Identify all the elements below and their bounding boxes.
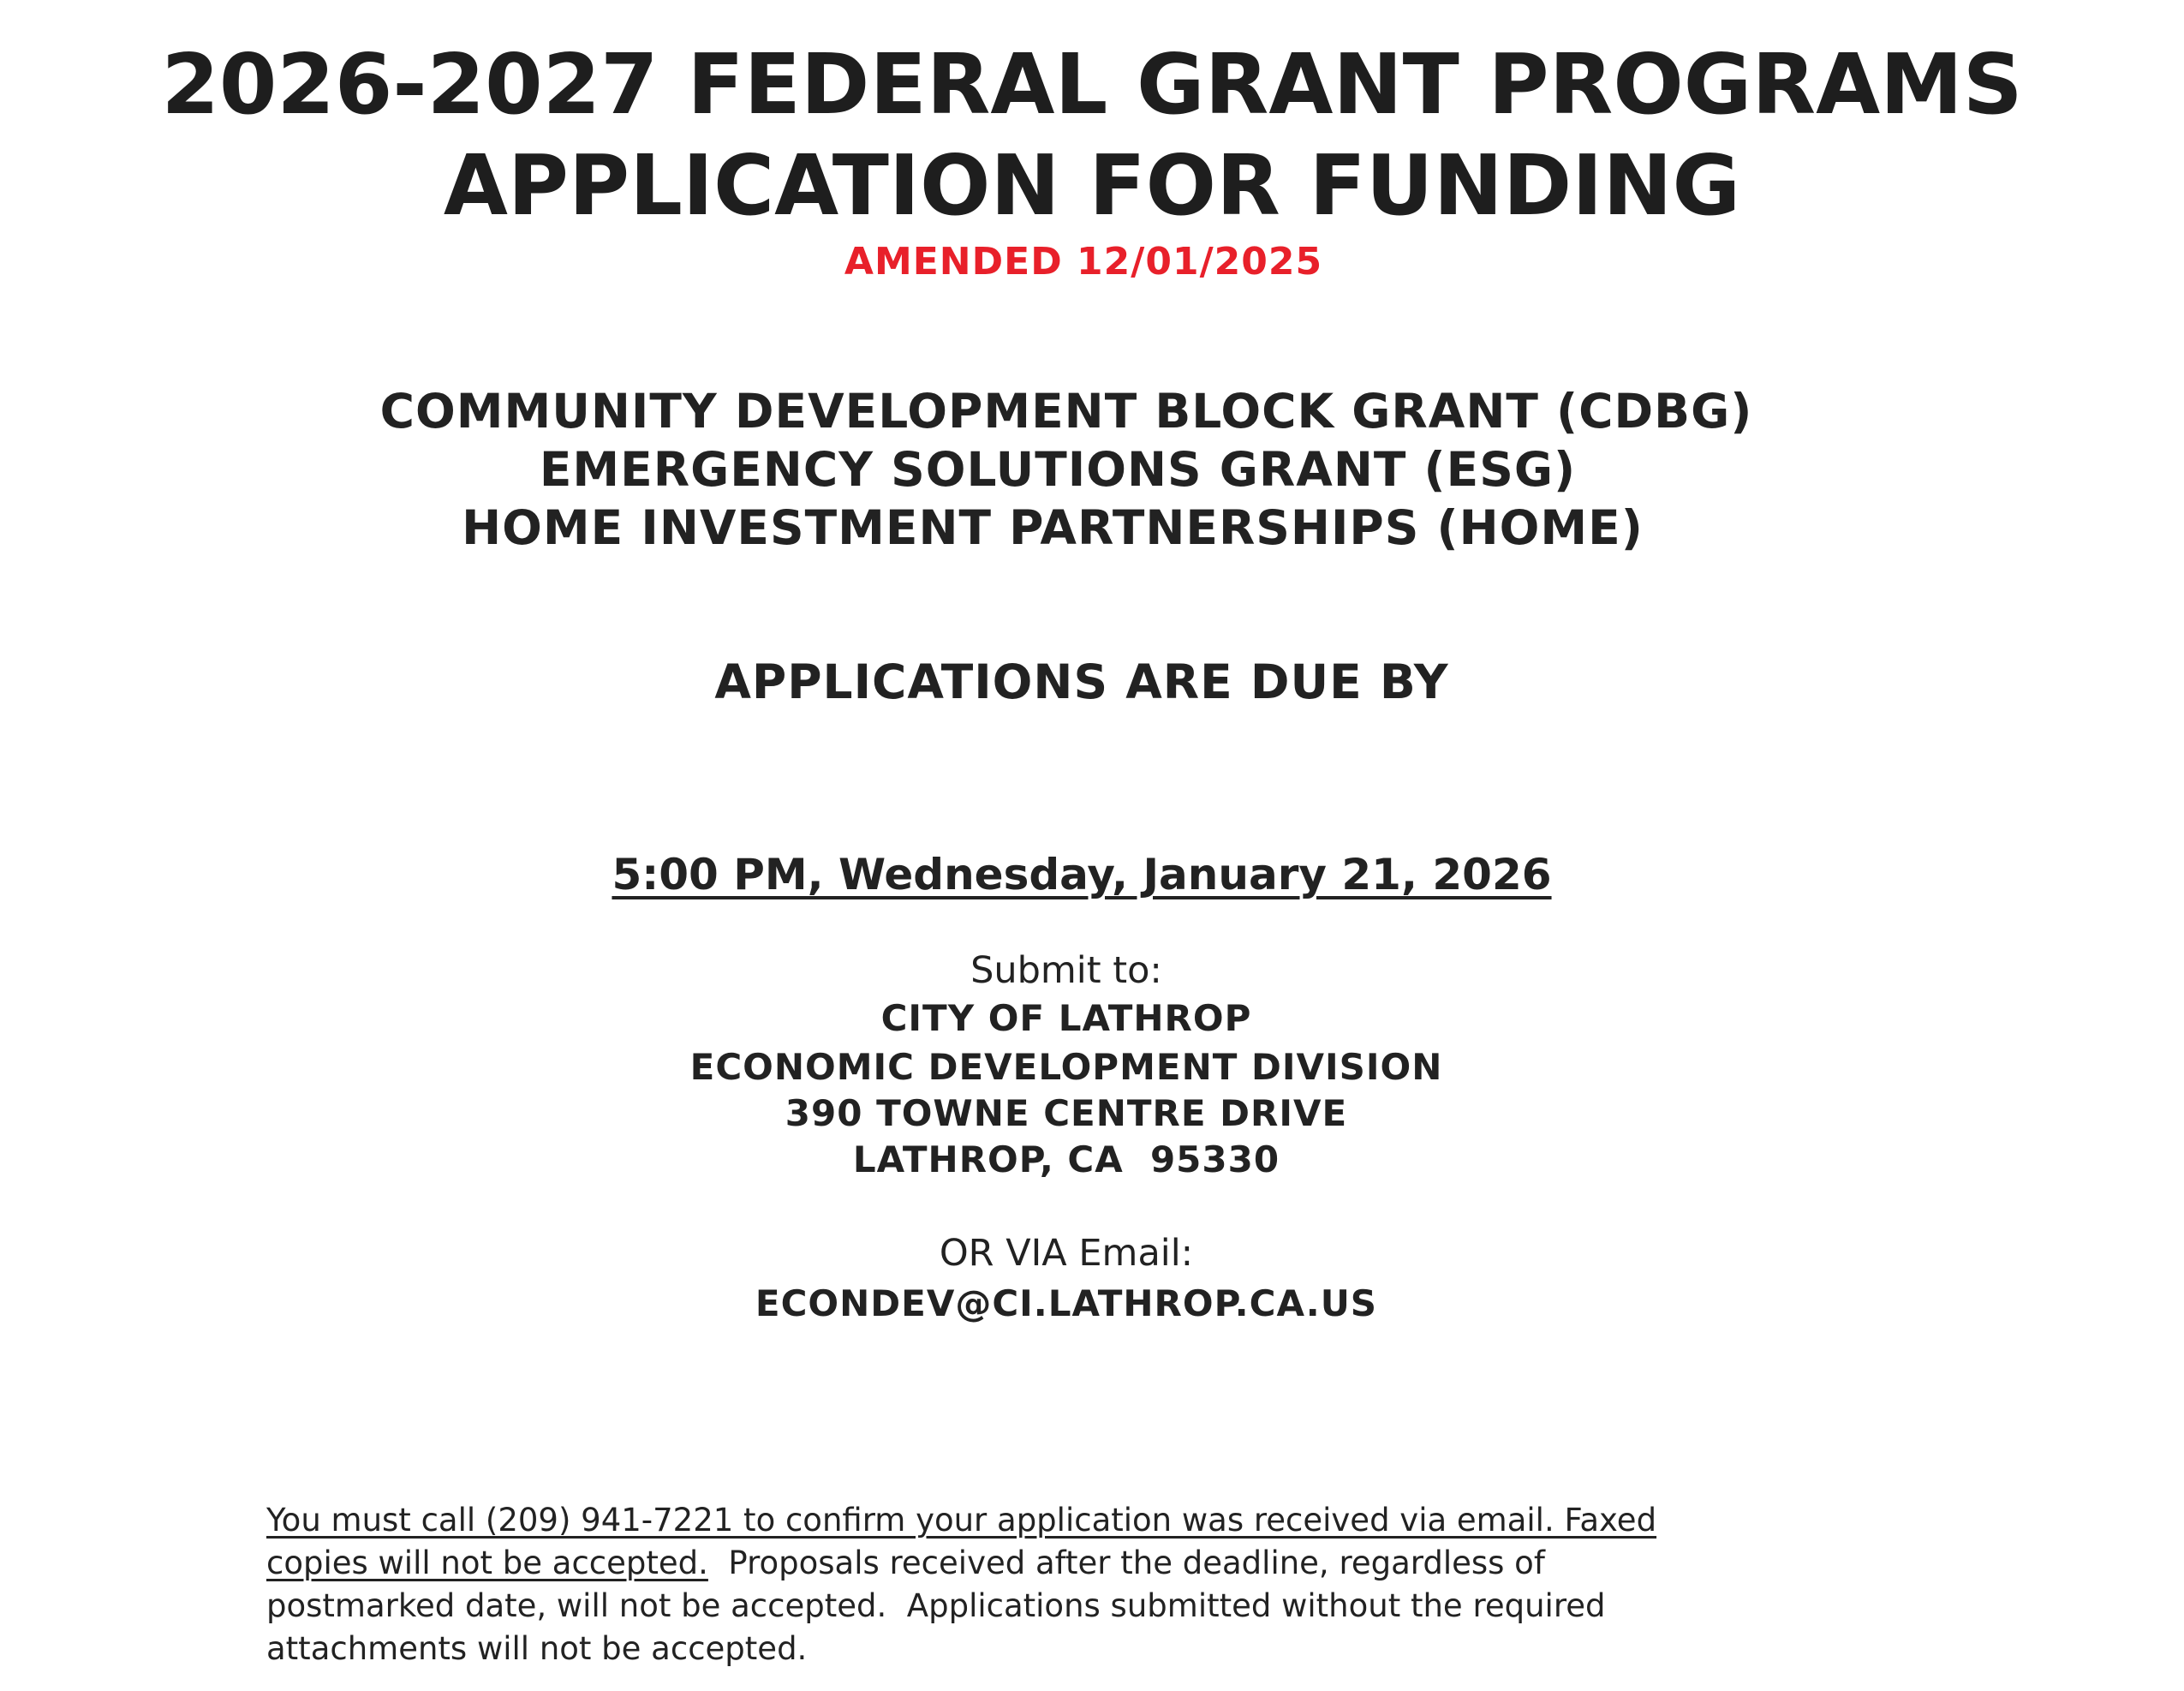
email-address[interactable]: ECONDEV@CI.LATHROP.CA.US	[755, 1282, 1378, 1324]
submission-notice	[266, 1499, 1894, 1670]
notice-line-4: attachments will not be accepted.	[266, 1630, 808, 1667]
notice-fax-warning: copies will not be accepted.	[266, 1545, 708, 1581]
notice-line-1	[266, 1499, 1894, 1542]
address-line-division: ECONOMIC DEVELOPMENT DIVISION	[689, 1046, 1443, 1088]
document-title-line-1: 2026-2027 FEDERAL GRANT PROGRAMS	[161, 36, 2023, 133]
document-title-line-2: APPLICATION FOR FUNDING	[443, 137, 1741, 234]
notice-phone-instruction: You must call (209) 941-7221 to confirm your application was received via email. Faxed	[266, 1502, 1657, 1539]
notice-line-3: postmarked date, will not be accepted. Applications submitted without the required	[266, 1587, 1606, 1624]
program-home: HOME INVESTMENT PARTNERSHIPS (HOME)	[462, 500, 1644, 555]
notice-line-2	[266, 1542, 1894, 1585]
notice-deadline-text: Proposals received after the deadline, regardless of	[707, 1545, 1545, 1581]
program-cdbg: COMMUNITY DEVELOPMENT BLOCK GRANT (CDBG)	[379, 384, 1753, 439]
program-esg: EMERGENCY SOLUTIONS GRANT (ESG)	[539, 442, 1577, 497]
address-line-city: CITY OF LATHROP	[880, 997, 1252, 1039]
amended-date: AMENDED 12/01/2025	[844, 240, 1323, 284]
deadline-label: APPLICATIONS ARE DUE BY	[714, 654, 1449, 709]
submit-to-label: Submit to:	[970, 949, 1162, 992]
deadline-datetime: 5:00 PM, Wednesday, January 21, 2026	[612, 850, 1552, 899]
address-line-street: 390 TOWNE CENTRE DRIVE	[785, 1092, 1348, 1134]
email-label: OR VIA Email:	[939, 1232, 1194, 1275]
address-line-city-state-zip: LATHROP, CA 95330	[852, 1138, 1280, 1180]
